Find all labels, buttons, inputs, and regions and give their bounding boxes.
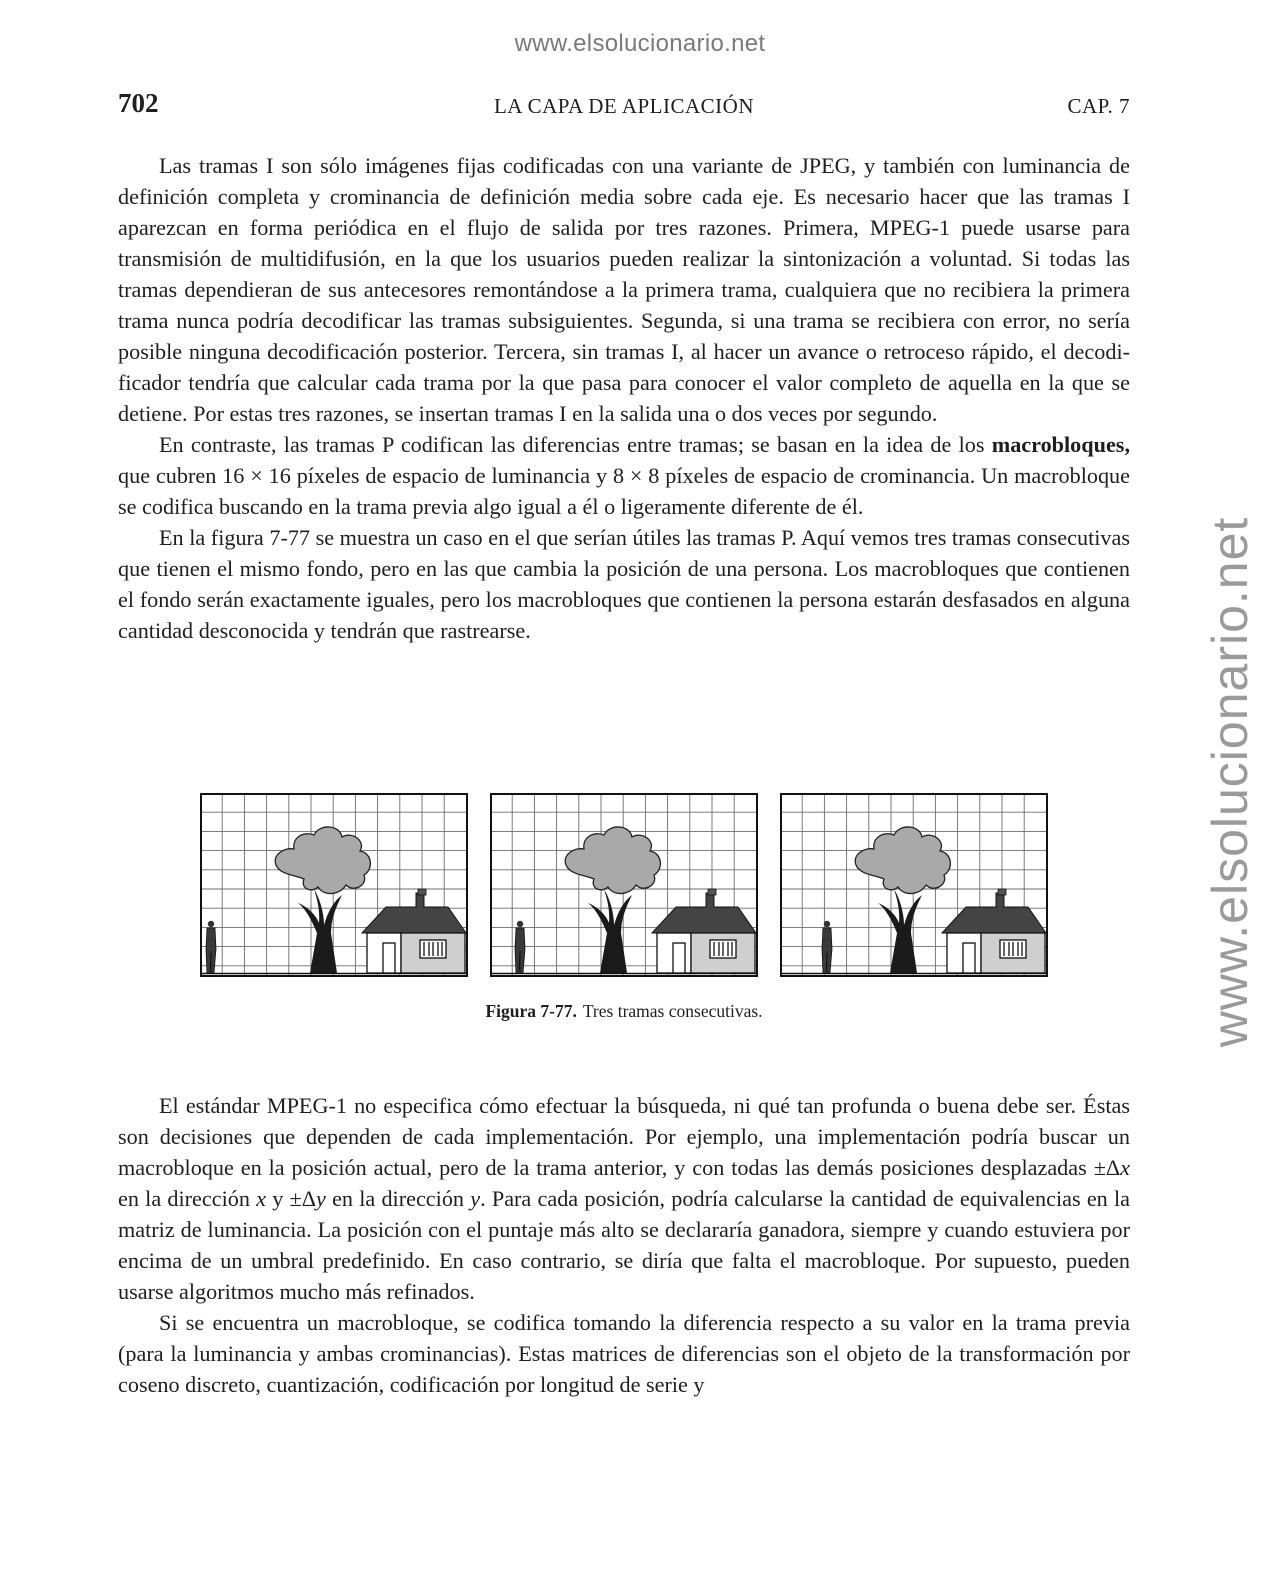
paragraph-diferencias [118, 1307, 1130, 1400]
running-head [118, 88, 1130, 124]
paragraph-tramas-p [118, 429, 1130, 522]
chapter-ref: CAP. 7 [1067, 94, 1130, 118]
paragraph-tramas-i: Las tramas I son sólo imágenes fijas codificadas con una variante de JPEG, y también con luminancia de definición completa y crominancia de definición media sobre cada eje. Es necesario hacer que las tramas I aparezcan en forma periódica en el flujo de salida por tres razones. Primera, MPEG-1 puede usarse para transmisión de multidifusión, en la que los usuarios pueden realizar la sintonización a voluntad. Si todas las tramas dependieran de sus antecesores remontándose a la primera trama, cualquiera que no recibiera la primera trama nunca podría decodificar las tramas subsiguientes. Segunda, si una trama se recibiera con error, no sería posible ninguna decodificación posterior. Tercera, sin tramas I, al hacer un avance o retroceso rápido, el decodificador tendría que calcular cada trama por la que pasa para conocer el valor completo de aquella en la que se detiene. Por estas tres razones, se insertan tramas I en la salida una o dos veces por segundo. [118, 153, 1130, 426]
body-text-bottom [118, 1090, 1130, 1400]
text-segment: . Para cada posición, podría calcularse la cantidad de equivalencias en la matriz de luminancia. La posición con el puntaje más alto se declararía ganadora, siempre y cuando estuviera por encima de un umbral predefinido. En caso contrario, se diría que falta el macrobloque. Por supuesto, pueden usarse algoritmos mucho más refinados. [118, 1186, 1131, 1304]
watermark-side-text: www.elsolucionario.net [1202, 516, 1258, 1048]
watermark-top: www.elsolucionario.net [514, 30, 766, 57]
text-segment: en la dirección [325, 1186, 471, 1211]
math-variable: y [316, 1186, 326, 1211]
paragraph-busqueda [118, 1090, 1130, 1307]
page-number: 702 [118, 88, 159, 118]
paragraph-tramas-p-start: En contraste, las tramas P codifican las diferencias entre tramas; se basan en la idea de los [159, 432, 992, 457]
figure-caption [118, 1001, 1130, 1022]
math-variable: y [470, 1186, 481, 1211]
frame-2 [490, 793, 758, 977]
chapter-title: LA CAPA DE APLICACIÓN [493, 94, 755, 118]
math-variable: x [256, 1186, 267, 1211]
paragraph-figura-ref: En la figura 7-77 se muestra un caso en el que serían útiles las tramas P. Aquí vemos tres tramas consecutivas que tienen el mismo fondo, pero en las que cambia la posición de una persona. Los macrobloques que contienen el fondo serán exactamente iguales, pero los macrobloques que contienen la persona estarán desfasados en alguna cantidad desconocida y tendrán que rastrearse. [118, 525, 1130, 643]
text-segment: Si se encuentra un macrobloque, se codifica tomando la diferencia respecto a su valor en la trama previa (para la luminancia y ambas crominancias). Estas matrices de diferencias son el objeto de la transformación por coseno discreto, cuantización, codificación por longitud de serie y [118, 1310, 1130, 1397]
term-macrobloques: macrobloques, [991, 432, 1130, 457]
body-text-top [118, 150, 1130, 646]
paragraph-tramas-p-end: que cubren 16 × 16 píxeles de espacio de luminancia y 8 × 8 píxeles de espacio de crominancia. Un macrobloque se codifica buscando en la trama previa algo igual a él o ligeramente diferente de él. [118, 463, 1130, 519]
text-segment: El estándar MPEG-1 no especifica cómo efectuar la búsqueda, ni qué tan profunda o buena debe ser. Éstas son decisiones que dependen de cada implementación. Por ejemplo, una implementación podría buscar un macrobloque en la posición actual, pero de la trama anterior, y con todas las demás posiciones desplazadas ±Δ [118, 1093, 1130, 1180]
text-segment: y ±Δ [266, 1186, 316, 1211]
figure-three-frames [200, 793, 1050, 978]
frame-1 [200, 793, 468, 977]
figure-caption-text: Tres tramas consecutivas. [582, 1001, 763, 1021]
text-segment: en la dirección [118, 1186, 257, 1211]
figure-label: Figura 7-77. [485, 1001, 577, 1021]
math-variable: x [1120, 1155, 1130, 1180]
frame-3 [780, 793, 1048, 977]
